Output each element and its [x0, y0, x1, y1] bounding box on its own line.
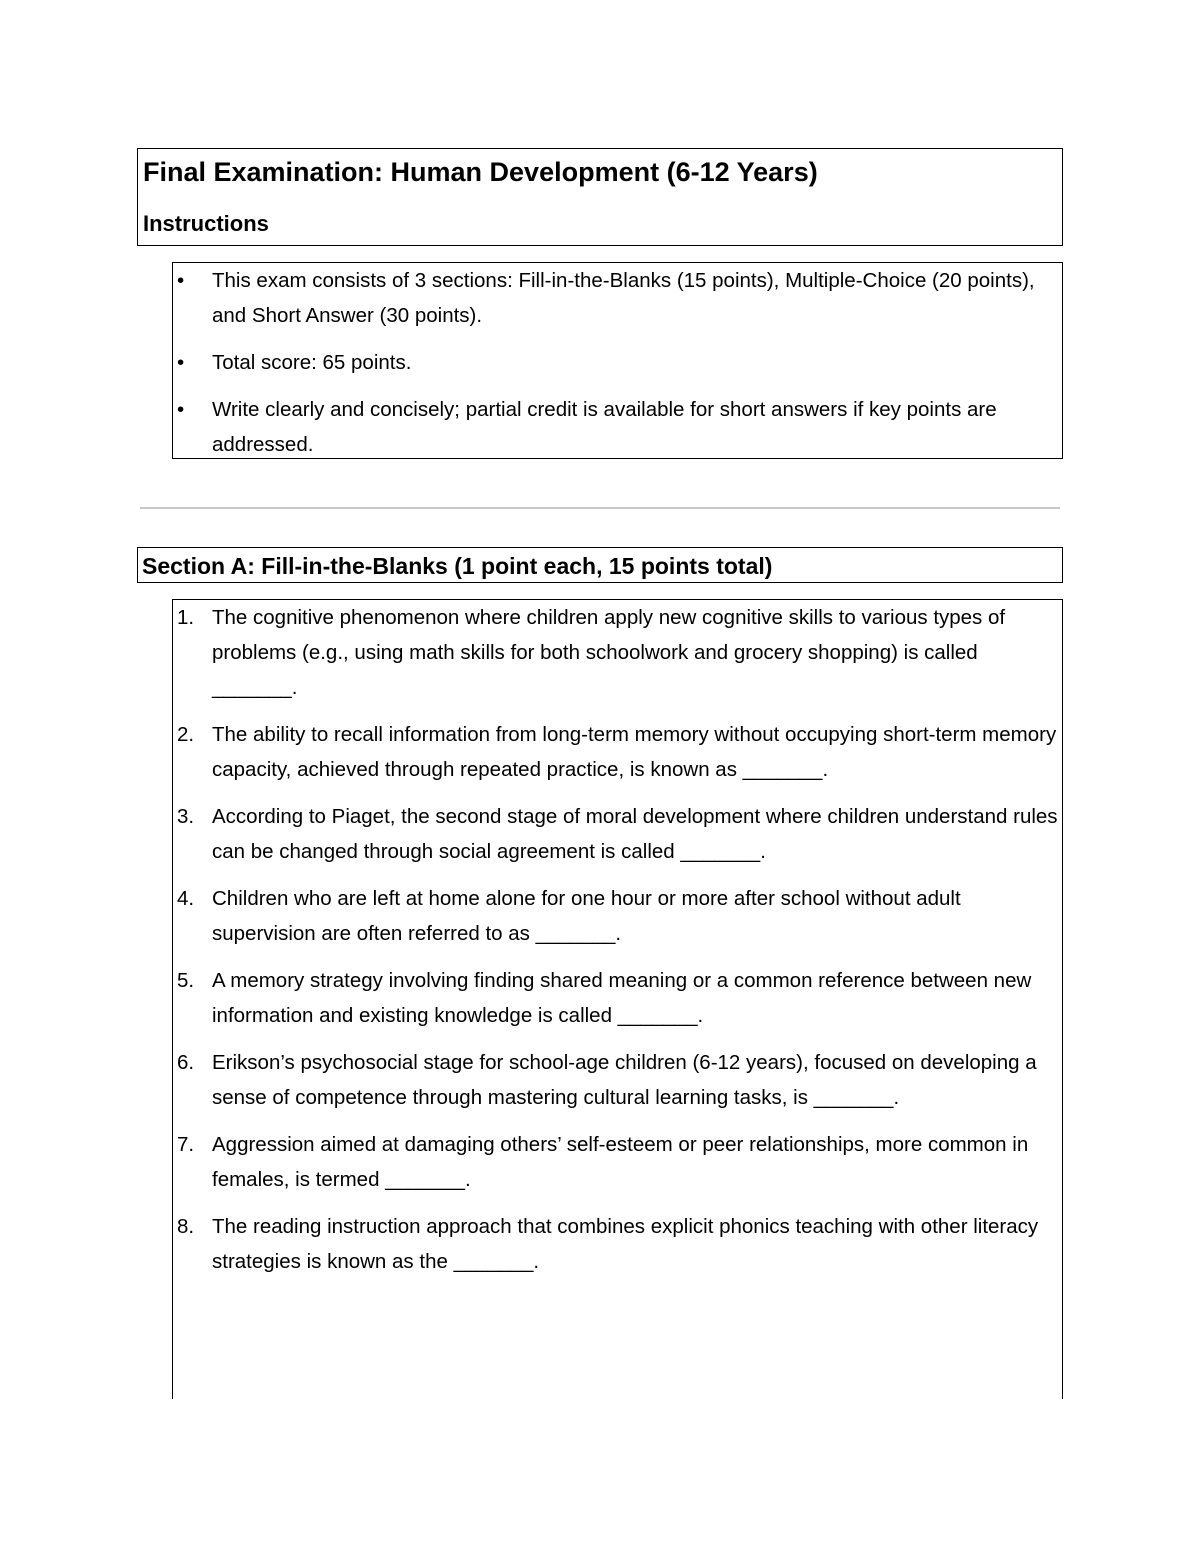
question-number: 8. — [177, 1215, 195, 1238]
question-number: 2. — [177, 723, 195, 746]
question-item — [173, 717, 1062, 787]
question-number: 4. — [177, 887, 195, 910]
instruction-text: Total score: 65 points. — [212, 351, 412, 374]
question-number: 7. — [177, 1133, 195, 1156]
instructions-list — [173, 263, 1062, 462]
question-text: The ability to recall information from long-term memory without occupying short-term memory capacity, achieved through repeated practice, is known as _______. — [212, 723, 1057, 781]
question-text: Aggression aimed at damaging others’ self-esteem or peer relationships, more common in females, is termed _______. — [212, 1133, 1029, 1191]
bullet-icon: • — [177, 398, 185, 421]
section-a-heading: Section A: Fill-in-the-Blanks (1 point each, 15 points total) — [142, 553, 773, 579]
question-number: 6. — [177, 1051, 195, 1074]
question-list — [173, 600, 1062, 1279]
instructions-box — [172, 262, 1063, 459]
question-item — [173, 1209, 1062, 1279]
instruction-item — [173, 345, 1062, 380]
question-item — [173, 1127, 1062, 1197]
question-number: 5. — [177, 969, 195, 992]
question-text: A memory strategy involving finding shared meaning or a common reference between new information and existing knowledge is called _______. — [212, 969, 1032, 1027]
horizontal-divider — [140, 507, 1060, 509]
question-number: 1. — [177, 606, 195, 629]
question-number: 3. — [177, 805, 195, 828]
instruction-item — [173, 263, 1062, 333]
instructions-heading: Instructions — [143, 211, 269, 236]
question-item — [173, 963, 1062, 1033]
instruction-text: This exam consists of 3 sections: Fill-in-the-Blanks (15 points), Multiple-Choice (20 points), and Short Answer (30 points). — [212, 269, 1035, 327]
exam-title: Final Examination: Human Development (6-12 Years) — [143, 157, 818, 187]
exam-header — [137, 148, 1063, 246]
bullet-icon: • — [177, 269, 185, 292]
question-text: The reading instruction approach that combines explicit phonics teaching with other literacy strategies is known as the _______. — [212, 1215, 1039, 1273]
question-item — [173, 1045, 1062, 1115]
question-text: Children who are left at home alone for one hour or more after school without adult supervision are often referred to as _______. — [212, 887, 961, 945]
section-a-header — [137, 547, 1063, 583]
question-item — [173, 799, 1062, 869]
instruction-text: Write clearly and concisely; partial credit is available for short answers if key points are addressed. — [212, 398, 997, 456]
instruction-item — [173, 392, 1062, 462]
question-text: The cognitive phenomenon where children apply new cognitive skills to various types of problems (e.g., using math skills for both schoolwork and grocery shopping) is called _______. — [212, 606, 1006, 699]
question-text: According to Piaget, the second stage of moral development where children understand rules can be changed through social agreement is called _______. — [212, 805, 1058, 863]
bullet-icon: • — [177, 351, 185, 374]
question-item — [173, 600, 1062, 705]
question-item — [173, 881, 1062, 951]
question-text: Erikson’s psychosocial stage for school-age children (6-12 years), focused on developing a sense of competence through mastering cultural learning tasks, is _______. — [212, 1051, 1037, 1109]
section-a-questions — [172, 599, 1063, 1399]
